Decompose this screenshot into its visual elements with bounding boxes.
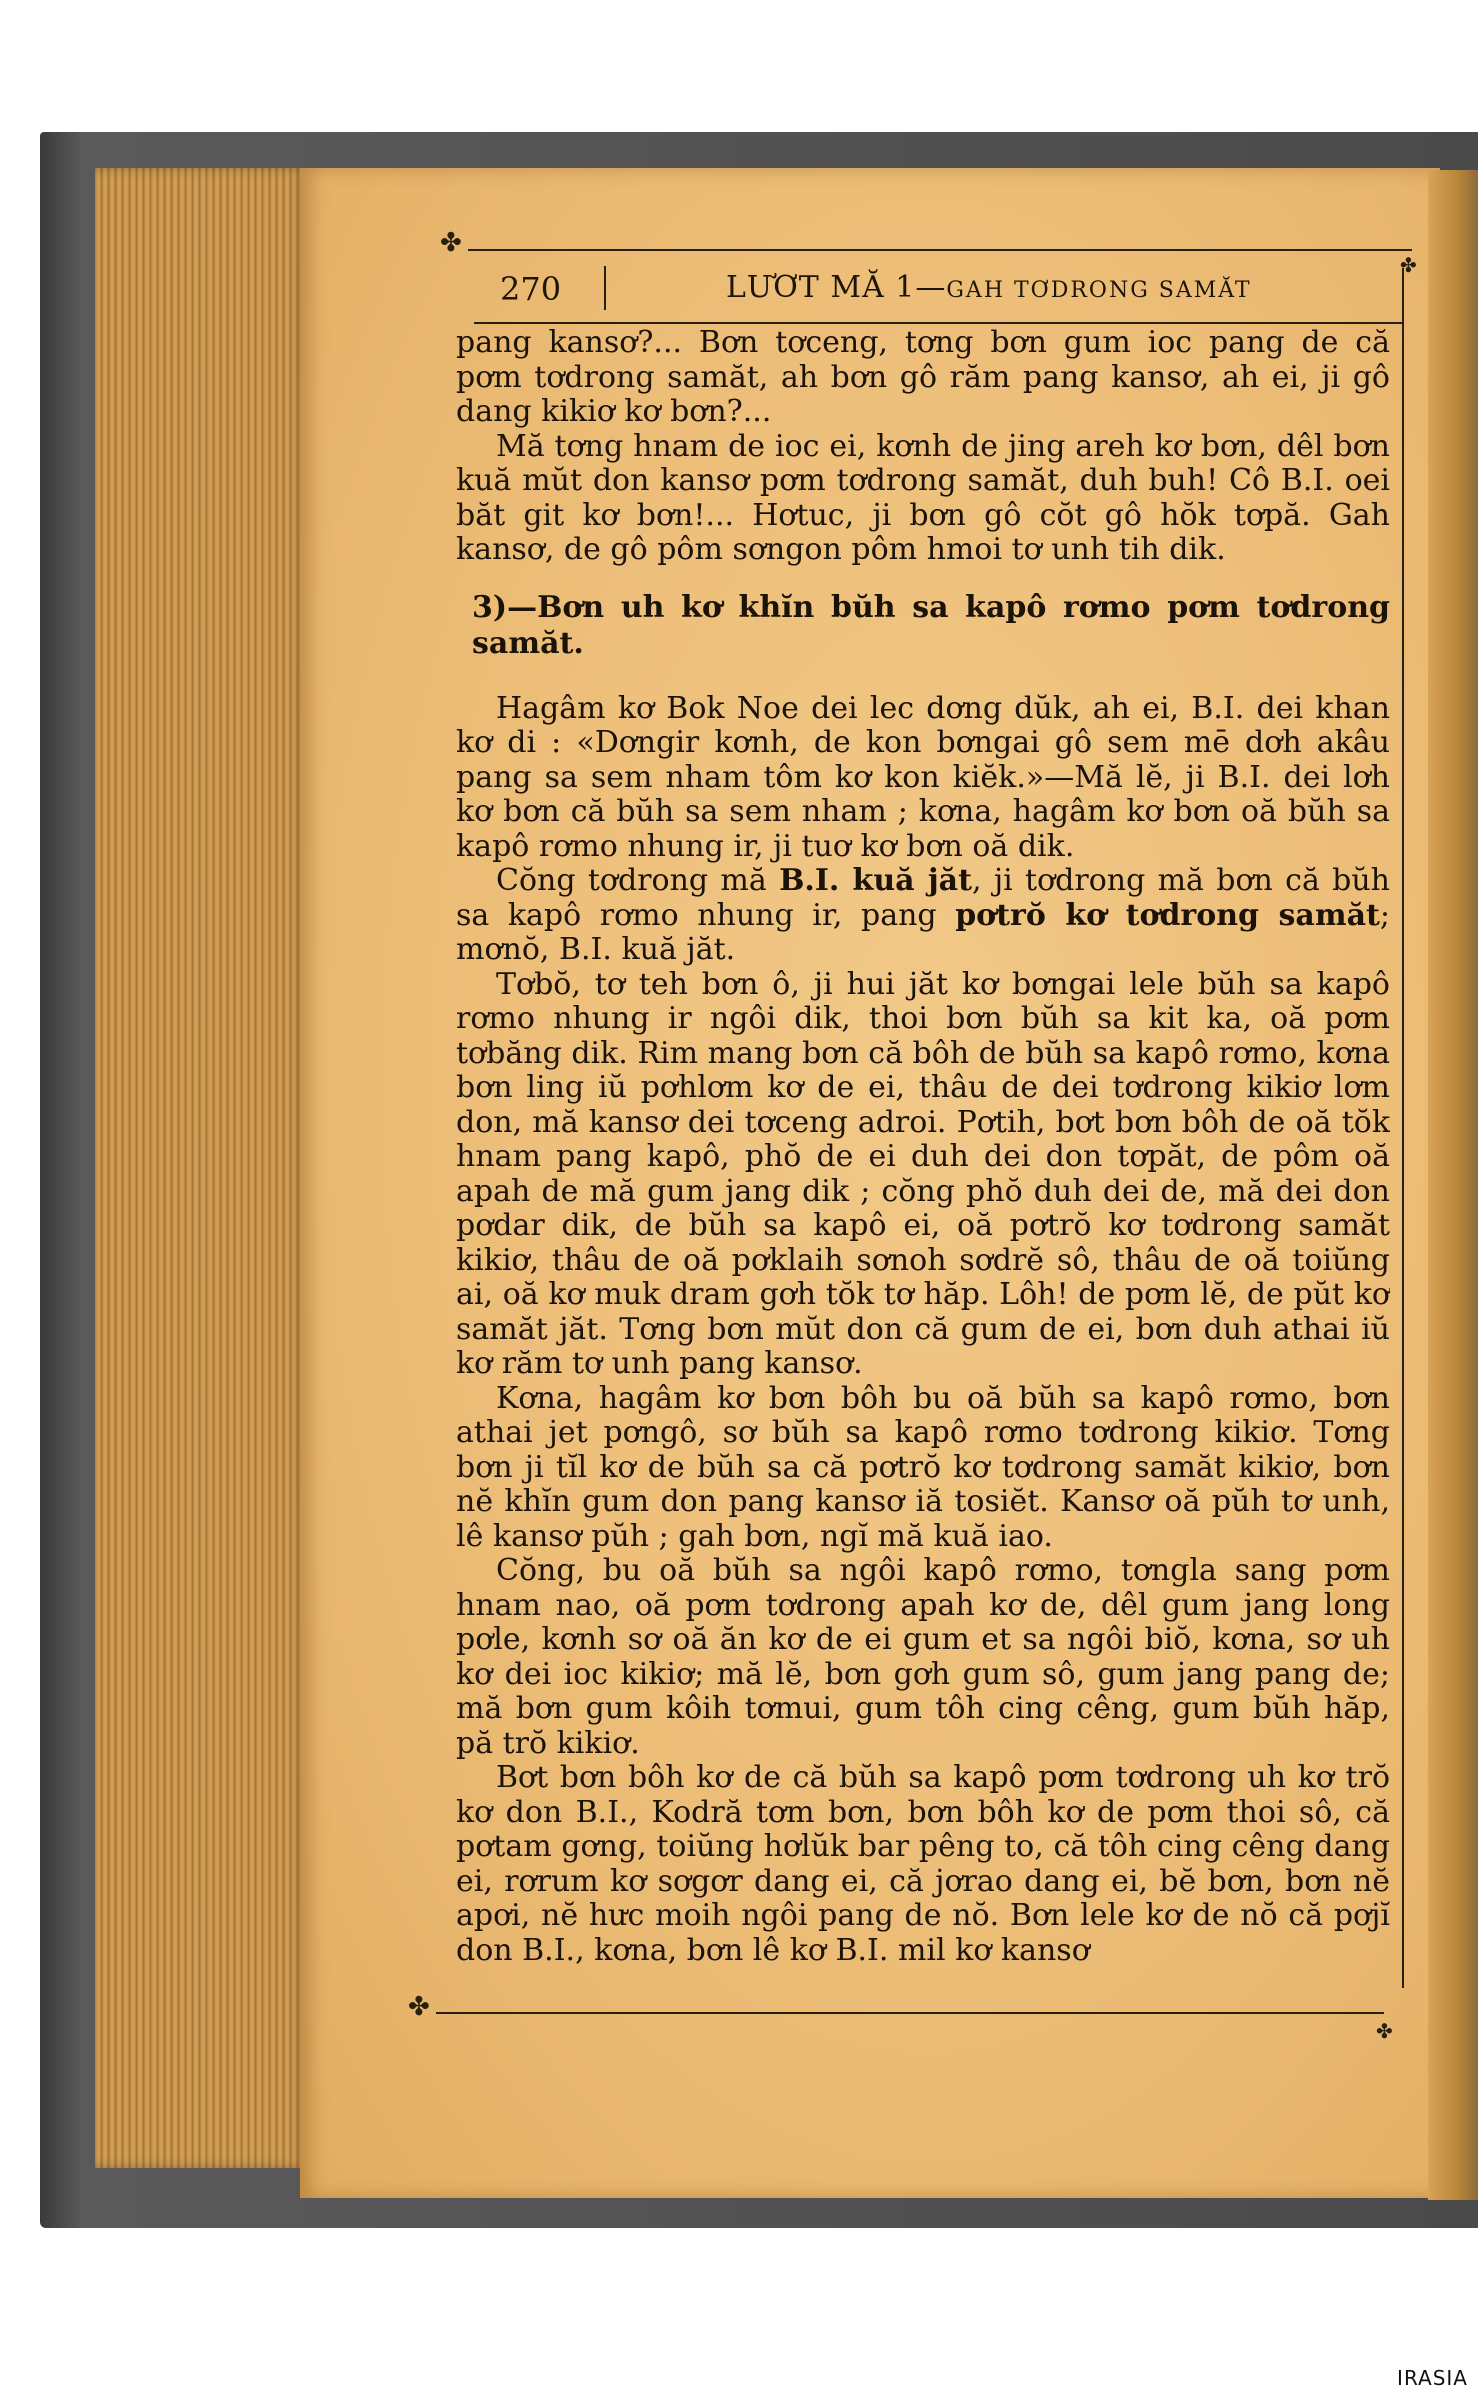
ornament-bottom-left-icon: ✤ bbox=[408, 1992, 430, 2022]
paragraph-3 bbox=[456, 864, 1390, 968]
header-rule bbox=[474, 322, 1404, 324]
paragraph-1: Mă tơng hnam de ioc ei, kơnh de jing areh kơ bơn, dêl bơn kuă mŭt don kansơ pơm tơdrong samăt, duh buh! Cô B.I. oei băt git kơ bơn!... Hơtuc, ji bơn gô cŏt gô hŏk tơpă. Gah kansơ, de gô pôm sơngon pôm hmoi tơ unh tih dik. bbox=[456, 428, 1390, 567]
paragraph-4: Tơbŏ, tơ teh bơn ô, ji hui jăt kơ bơngai lele bŭh sa kapô rơmo nhung ir ngôi dik, thoi bơn bŭh sa kit ka, oă pơm tơbăng dik. Rim mang bơn că bôh de bŭh sa kapô rơmo, kơna bơn ling iŭ pơhlơm kơ de ei, thâu de dei tơdrong kikiơ lơm don, mă kansơ dei tơceng adroi. Pơtih, bơt bơn bôh de oă tŏk hnam pang kapô, phŏ de ei duh dei don tơpăt, de pôm oă apah de mă gum jang dik ; cŏng phŏ duh dei de, mă dei don pơdar dik, de bŭh sa kapô ei, oă pơtrŏ kơ tơdrong samăt kikiơ, thâu de oă pơklaih sơnoh sơdrĕ sô, thâu de oă toiŭng ai, oă kơ muk dram gơh tŏk tơ hăp. Lôh! de pơm lĕ, de pŭt kơ samăt jăt. Tơng bơn mŭt don că gum de ei, bơn duh athai iŭ kơ răm tơ unh pang kansơ. bbox=[456, 966, 1390, 1381]
ornament-top-right-icon: ✤ bbox=[1400, 253, 1417, 277]
running-title bbox=[726, 270, 1252, 305]
bottom-rule bbox=[436, 2012, 1384, 2014]
body-text bbox=[456, 326, 1390, 1996]
paragraph-0: pang kansơ?... Bơn tơceng, tơng bơn gum ioc pang de că pơm tơdrong samăt, ah bơn gô răm pang kansơ, ah ei, ji gô dang kikiơ kơ bơn?... bbox=[456, 326, 1390, 429]
paragraph-5: Kơna, hagâm kơ bơn bôh bu oă bŭh sa kapô rơmo, bơn athai jet pơngô, sơ bŭh sa kapô rơmo tơdrong kikiơ. Tơng bơn ji tĭl kơ de bŭh sa că pơtrŏ kơ tơdrong samăt kikiơ, bơn nĕ khĭn gum don pang kansơ iă tosiĕt. Kansơ oă pŭh tơ unh, lê kansơ pŭh ; gah bơn, ngĭ mă kuă iao. bbox=[456, 1380, 1390, 1554]
ornament-top-left-icon: ✤ bbox=[440, 228, 462, 258]
running-header bbox=[480, 262, 1420, 318]
running-title-rest: GAH TƠDRONG SAMĂT bbox=[946, 278, 1252, 303]
header-divider bbox=[604, 266, 606, 310]
ornament-bottom-right-icon: ✤ bbox=[1376, 2019, 1393, 2043]
paragraph-6: Cŏng, bu oă bŭh sa ngôi kapô rơmo, tơngla sang pơm hnam nao, oă pơm tơdrong apah kơ de, dêl gum jang long pơle, kơnh sơ oă ăn kơ de ei gum et sa ngôi biŏ, kơna, sơ uh kơ dei ioc kikiơ; mă lĕ, bơn gơh gum sô, gum jang pang de; mă bơn gum kôih tơmui, gum tôh cing cêng, gum bŭh hăp, pă trŏ kikiơ. bbox=[456, 1553, 1390, 1761]
watermark: IRASIA bbox=[1397, 2366, 1468, 2390]
section-heading: 3)—Bơn uh kơ khĭn bŭh sa kapô rơmo pơm tơdrong samăt. bbox=[472, 589, 1390, 661]
running-title-main: LƯƠT MĂ 1— bbox=[726, 270, 947, 305]
paragraph-2: Hagâm kơ Bok Noe dei lec dơng dŭk, ah ei, B.I. dei khan kơ di : «Dơngir kơnh, de kon bơngai gô sem mē dơh akâu pang sa sem nham tôm kơ kon kiĕk.»—Mă lĕ, ji B.I. dei lơh kơ bơn că bŭh sa sem nham ; kơna, hagâm kơ bơn oă bŭh sa kapô rơmo nhung ir, ji tuơ kơ bơn oă dik. bbox=[456, 690, 1390, 864]
paragraph-3-part-e: ; mơnŏ, B.I. kuă jăt. bbox=[456, 897, 1390, 967]
paragraph-3-part-c: , ji tơdrong mă bơn că bŭh sa kapô rơmo nhung ir, pang bbox=[456, 863, 1390, 933]
paragraph-3-bold-b: pơtrŏ kơ tơdrong samăt bbox=[955, 897, 1380, 933]
paragraph-7: Bơt bơn bôh kơ de că bŭh sa kapô pơm tơdrong uh kơ trŏ kơ don B.I., Kodră tơm bơn, bơn bôh kơ de pơm thoi sô, că pơtam gơng, toiŭng hơlŭk bar pêng to, că tôh cing cêng dang ei, rơrum kơ sơgơr dang ei, că jơrao dang ei, bĕ bơn, bơn nĕ apơi, nĕ hưc moih ngôi pang de nŏ. Bơn lele kơ de nŏ că pơjĭ don B.I., kơna, bơn lê kơ B.I. mil kơ kansơ bbox=[456, 1760, 1390, 1968]
page-stack-edges bbox=[95, 168, 307, 2168]
paragraph-3-part-a: Cŏng tơdrong mă bbox=[496, 863, 780, 898]
top-rule bbox=[468, 249, 1412, 251]
page-number: 270 bbox=[500, 270, 562, 308]
page-right-edge bbox=[1428, 170, 1478, 2200]
right-margin-line bbox=[1402, 268, 1404, 1988]
paragraph-3-bold-a: B.I. kuă jăt bbox=[779, 863, 972, 898]
